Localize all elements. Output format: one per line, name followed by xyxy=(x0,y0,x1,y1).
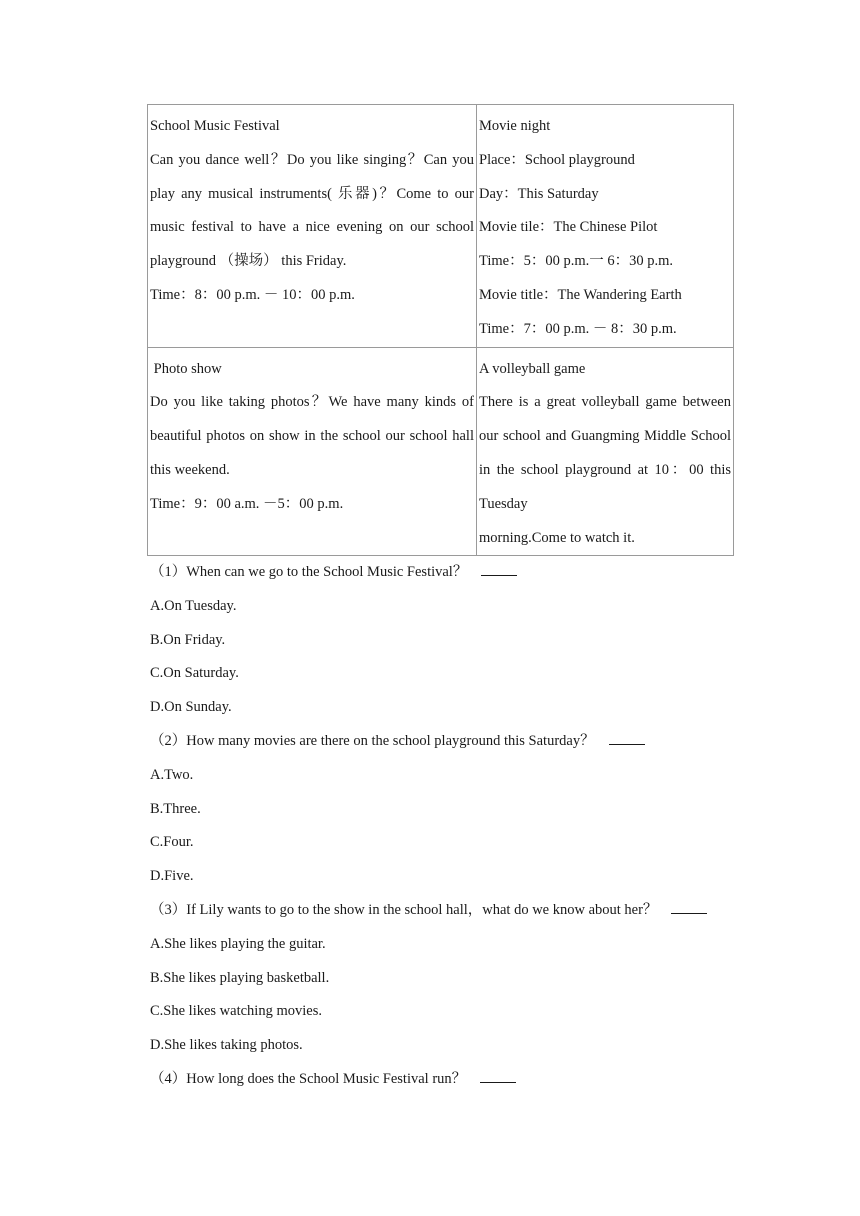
cell-photo-show xyxy=(148,347,477,556)
cell-body: Can you dance well？Do you like singing？Can you play any musical instruments( 乐器)？Come to our music festival to have a nice evening on our school playground （操场） this Friday. xyxy=(150,151,474,270)
option-b: B.Three. xyxy=(150,800,201,817)
option-a: A.Two. xyxy=(150,766,194,783)
answer-blank[interactable] xyxy=(481,563,517,576)
question-1 xyxy=(150,556,750,725)
option-c: C.She likes watching movies. xyxy=(150,1003,322,1020)
option-a: A.On Tuesday. xyxy=(150,597,237,614)
option-d: D.Five. xyxy=(150,868,194,885)
question-4 xyxy=(150,1063,750,1097)
cell-line: Movie title：The Wandering Earth xyxy=(479,286,682,303)
cell-movie-night xyxy=(477,105,734,348)
cell-line: Time：8：00 p.m. － 10：00 p.m. xyxy=(150,286,355,303)
cell-body: There is a great volleyball game between our school and Guangming Middle School in the school playground at 10：00 this Tuesday xyxy=(479,394,731,512)
cell-music-festival xyxy=(148,105,477,348)
answer-blank[interactable] xyxy=(671,901,707,914)
question-list xyxy=(150,556,750,1097)
option-b: B.She likes playing basketball. xyxy=(150,969,330,986)
cell-title: Movie night xyxy=(479,118,551,134)
option-d: D.On Sunday. xyxy=(150,699,232,716)
answer-blank[interactable] xyxy=(609,732,645,745)
option-c: C.Four. xyxy=(150,834,194,851)
question-stem: （4）How long does the School Music Festival run？ xyxy=(150,1070,467,1087)
notice-table xyxy=(147,104,734,556)
question-2 xyxy=(150,725,750,894)
cell-line: morning.Come to watch it. xyxy=(479,529,635,546)
question-stem: （3）If Lily wants to go to the show in the school hall，what do we know about her？ xyxy=(150,901,658,918)
cell-line: Place：School playground xyxy=(479,151,635,168)
question-stem: （2）How many movies are there on the school playground this Saturday？ xyxy=(150,732,595,749)
cell-line: Movie tile：The Chinese Pilot xyxy=(479,219,658,236)
option-c: C.On Saturday. xyxy=(150,665,239,682)
cell-line: Time：7：00 p.m. － 8：30 p.m. xyxy=(479,320,677,337)
option-d: D.She likes taking photos. xyxy=(150,1037,303,1054)
cell-body: Do you like taking photos？We have many kinds of beautiful photos on show in the school our school hall this weekend. xyxy=(150,394,474,478)
cell-line: Time：5：00 p.m.一 6：30 p.m. xyxy=(479,253,674,270)
option-b: B.On Friday. xyxy=(150,631,226,648)
question-3 xyxy=(150,894,750,1063)
cell-line: Day：This Saturday xyxy=(479,185,599,202)
cell-title: A volleyball game xyxy=(479,360,586,377)
cell-volleyball-game xyxy=(477,347,734,556)
question-stem: （1）When can we go to the School Music Festival？ xyxy=(150,564,468,580)
cell-title: Photo show xyxy=(150,360,222,377)
cell-line: Time：9：00 a.m. －5：00 p.m. xyxy=(150,495,344,512)
option-a: A.She likes playing the guitar. xyxy=(150,935,326,952)
answer-blank[interactable] xyxy=(480,1070,516,1083)
cell-title: School Music Festival xyxy=(150,118,280,134)
